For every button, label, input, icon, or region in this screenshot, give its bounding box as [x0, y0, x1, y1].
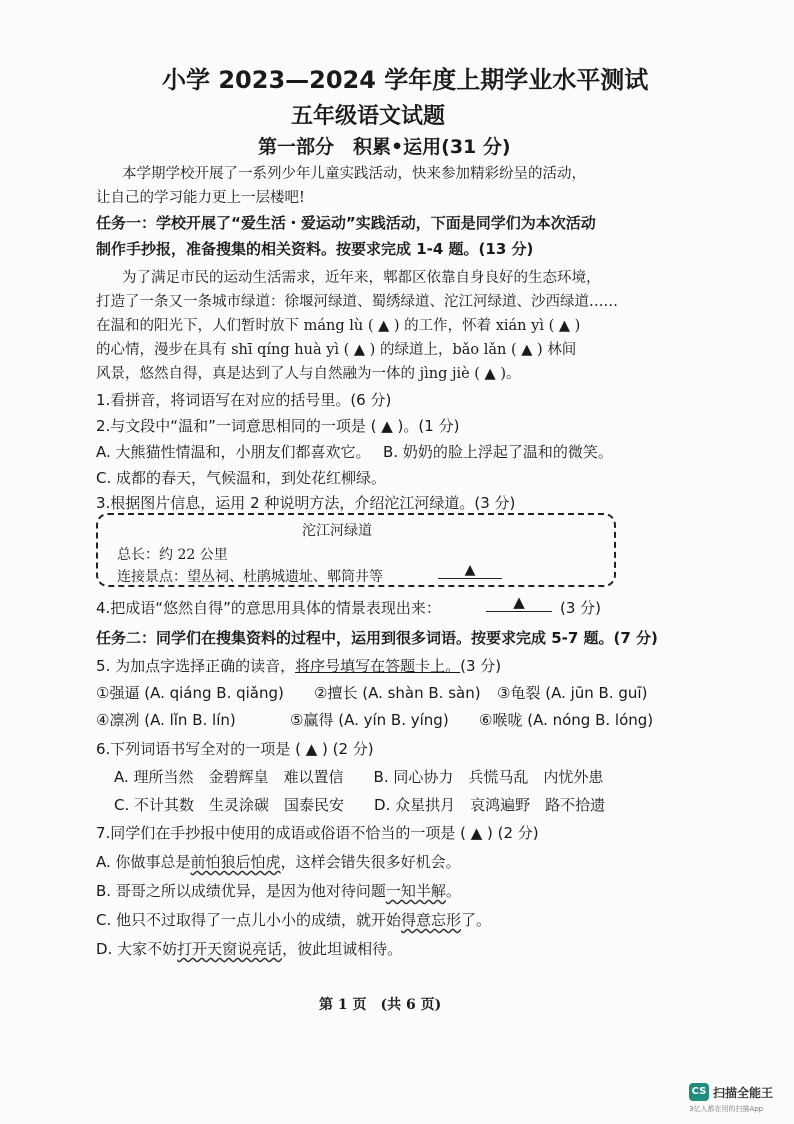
watermark-name: 扫描全能王: [713, 1086, 774, 1100]
option-idiom: 得意忘形: [401, 911, 462, 929]
watermark-tagline: 3亿人都在用的扫描App: [689, 1105, 764, 1113]
question-1: 1.看拼音，将词语写在对应的括号里。(6 分): [96, 391, 392, 409]
option-idiom: 前怕狼后怕虎: [190, 853, 281, 871]
answer-marker: ▲: [486, 593, 552, 612]
option-text: ，这样会错失很多好机会。: [280, 853, 461, 871]
option-text: 了。: [461, 911, 492, 929]
task1-line-2: 制作手抄报，准备搜集的相关资料。按要求完成 1-4 题。(13 分): [96, 240, 534, 258]
passage-line-3: 在温和的阳光下，人们暂时放下 máng lù ( ▲ ) 的工作，怀着 xián yì ( ▲ ): [96, 318, 581, 334]
question-6-options-ab: A. 理所当然 金碧辉皇 难以置信 B. 同心协力 兵慌马乱 内忧外患: [114, 768, 604, 786]
question-5-item-1: ①强逼 (A. qiáng B. qiǎng): [96, 684, 284, 702]
page-number: 第 1 页 (共 6 页): [319, 997, 442, 1013]
part-heading: 第一部分 积累•运用(31 分): [258, 136, 511, 158]
task1-line-1: 任务一：学校开展了“爱生活・爱运动”实践活动，下面是同学们为本次活动: [96, 214, 596, 232]
question-5-score: (3 分): [460, 657, 502, 675]
intro-line-1: 本学期学校开展了一系列少年儿童实践活动，快来参加精彩纷呈的活动，: [122, 166, 586, 182]
question-2-stem: 2.与文段中“温和”一词意思相同的一项是 ( ▲ )。(1 分): [96, 417, 460, 435]
question-5-item-3: ③龟裂 (A. jūn B. guī): [497, 684, 648, 702]
question-4-answer-blank[interactable]: [486, 593, 552, 612]
question-5-item-6: ⑥喉咙 (A. nóng B. lóng): [479, 711, 654, 729]
question-2-option-a: A. 大熊猫性情温和，小朋友们都喜欢它。: [96, 443, 371, 461]
exam-subtitle: 五年级语文试题: [291, 104, 446, 129]
option-text: C. 他只不过取得了一点儿小小的成绩，就开始: [96, 911, 402, 929]
greenway-box-length: 总长：约 22 公里: [117, 547, 228, 563]
question-5-stem-text: 5. 为加点字选择正确的读音，: [96, 657, 296, 675]
passage-line-2: 打造了一条又一条城市绿道：徐堰河绿道、蜀绣绿道、沱江河绿道、沙西绿道……: [96, 294, 618, 310]
option-idiom: 一知半解: [385, 882, 446, 900]
passage-line-5: 风景，悠然自得，真是达到了人与自然融为一体的 jìng jiè ( ▲ )。: [96, 366, 521, 382]
question-5-item-4: ④凛冽 (A. lǐn B. lín): [96, 711, 236, 729]
greenway-box-title: 沱江河绿道: [302, 523, 372, 539]
passage-line-1: 为了满足市民的运动生活需求，近年来，郫都区依靠自身良好的生态环境，: [122, 270, 601, 286]
question-5-item-5: ⑤赢得 (A. yín B. yíng): [290, 711, 449, 729]
question-2-option-b: B. 奶奶的脸上浮起了温和的微笑。: [383, 443, 613, 461]
passage-line-4: 的心情，漫步在具有 shī qíng huà yì ( ▲ ) 的绿道上，bǎo lǎn ( ▲ ) 林间: [96, 342, 577, 358]
option-text: B. 哥哥之所以成绩优异，是因为他对待问题: [96, 882, 386, 900]
question-7-stem: 7.同学们在手抄报中使用的成语或俗语不恰当的一项是 ( ▲ ) (2 分): [96, 824, 539, 842]
question-5-item-2: ②擅长 (A. shàn B. sàn): [314, 684, 481, 702]
option-text: ，彼此坦诚相待。: [282, 940, 403, 958]
task2-heading: 任务二：同学们在搜集资料的过程中，运用到很多词语。按要求完成 5-7 题。(7 分): [96, 629, 658, 647]
question-2-option-c: C. 成都的春天，气候温和，到处花红柳绿。: [96, 469, 387, 487]
question-3-stem: 3.根据图片信息，运用 2 种说明方法，介绍沱江河绿道。(3 分): [96, 494, 516, 512]
option-text: D. 大家不妨: [96, 940, 178, 958]
answer-marker: ▲: [438, 562, 502, 579]
option-text: 。: [445, 882, 461, 900]
greenway-box-answer-blank[interactable]: [438, 562, 502, 579]
question-6-stem: 6.下列词语书写全对的一项是 ( ▲ ) (2 分): [96, 740, 374, 758]
question-5-stem: [96, 655, 501, 676]
question-7-option-c: [96, 909, 491, 930]
question-7-option-a: [96, 851, 461, 872]
question-4-stem: 4.把成语“悠然自得”的意思用具体的情景表现出来：: [96, 599, 441, 617]
question-6-options-cd: C. 不计其数 生灵涂碳 国泰民安 D. 众星拱月 哀鸿遍野 路不拾遗: [114, 796, 606, 814]
option-idiom: 打开天窗说亮话: [177, 940, 283, 958]
option-text: A. 你做事总是: [96, 853, 191, 871]
question-7-option-d: [96, 938, 402, 959]
question-5-instruction: 将序号填写在答题卡上。: [295, 657, 461, 675]
question-7-option-b: [96, 880, 461, 901]
camscanner-logo-icon: CS: [689, 1083, 709, 1101]
question-4-score: (3 分): [560, 599, 602, 617]
intro-line-2: 让自己的学习能力更上一层楼吧!: [96, 190, 305, 206]
exam-title: 小学 2023—2024 学年度上期学业水平测试: [162, 66, 649, 94]
greenway-box-sites: 连接景点：望丛祠、杜鹃城遗址、郫筒井等: [117, 569, 383, 585]
